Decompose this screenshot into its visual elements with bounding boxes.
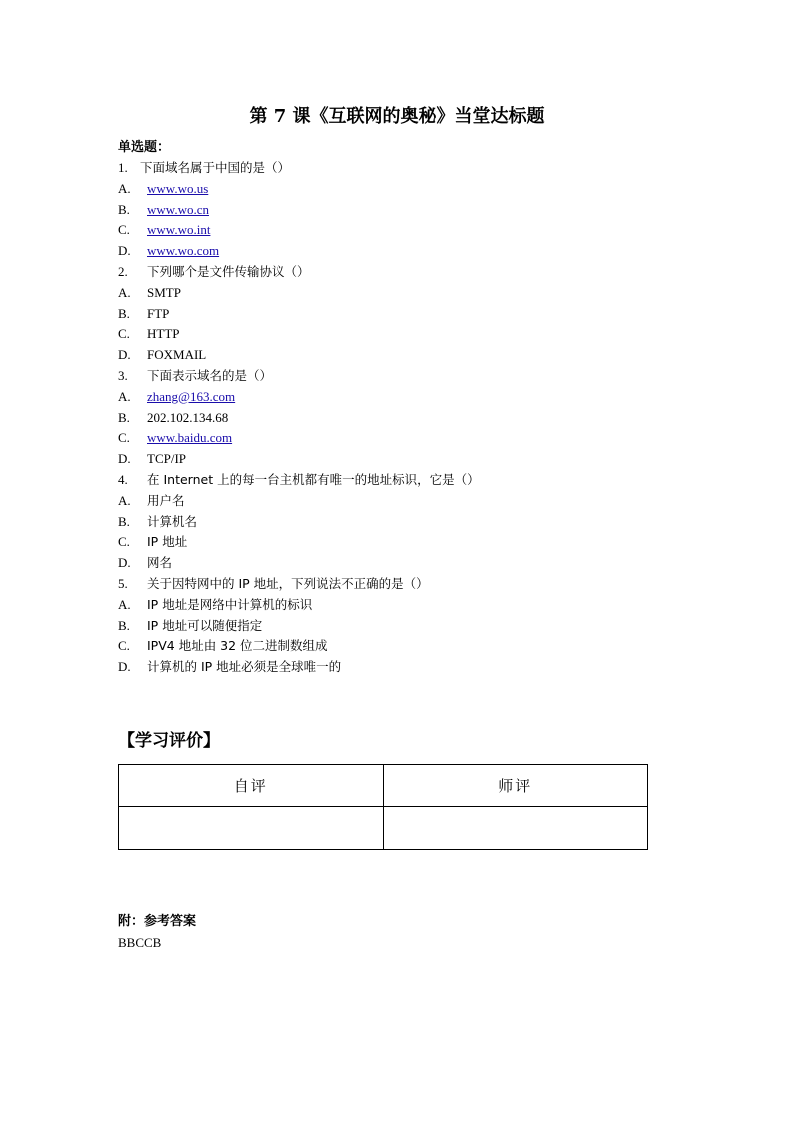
question-3 — [118, 366, 678, 387]
option-link[interactable]: www.wo.int — [147, 222, 211, 238]
option-d — [118, 345, 678, 366]
option-c — [118, 324, 678, 345]
question-text: 在 Internet 上的每一台主机都有唯一的地址标识，它是（） — [147, 471, 480, 487]
option-marker: B. — [118, 201, 130, 217]
option-b — [118, 616, 678, 637]
option-b — [118, 200, 678, 221]
question-list — [118, 158, 678, 678]
option-d — [118, 241, 678, 262]
teacher-eval-cell[interactable] — [383, 807, 648, 850]
option-d — [118, 553, 678, 574]
option-text: IPV4 地址由 32 位二进制数组成 — [147, 638, 328, 654]
section-label: 单选题： — [118, 140, 171, 155]
option-text: 计算机名 — [147, 513, 198, 529]
evaluation-table — [118, 764, 648, 850]
option-marker: C. — [118, 326, 130, 342]
question-5 — [118, 574, 678, 595]
question-text: 下面域名属于中国的是（） — [140, 160, 291, 175]
option-marker: A. — [118, 596, 131, 612]
option-marker: C. — [118, 638, 130, 654]
teacher-eval-header: 师评 — [383, 765, 648, 807]
option-text: 计算机的 IP 地址必须是全球唯一的 — [147, 659, 342, 675]
option-marker: B. — [118, 305, 130, 321]
option-a — [118, 283, 678, 304]
question-1 — [118, 158, 678, 179]
question-2 — [118, 262, 678, 283]
option-text: IP 地址可以随便指定 — [147, 617, 263, 633]
option-link[interactable]: www.wo.us — [147, 180, 209, 196]
option-marker: D. — [118, 347, 131, 363]
option-c — [118, 220, 678, 241]
option-marker: A. — [118, 492, 131, 508]
page-title: 第 7 课《互联网的奥秘》当堂达标题 — [249, 106, 545, 127]
option-text: TCP/IP — [147, 451, 187, 467]
option-marker: D. — [118, 451, 131, 467]
option-link[interactable]: www.wo.com — [147, 243, 220, 259]
option-b — [118, 512, 678, 533]
option-marker: C. — [118, 534, 130, 550]
option-marker: B. — [118, 513, 130, 529]
option-text: HTTP — [147, 326, 180, 342]
question-text: 关于因特网中的 IP 地址，下列说法不正确的是（） — [147, 575, 429, 591]
evaluation-heading: 【学习评价】 — [118, 731, 220, 751]
answer-key: BBCCB — [118, 935, 162, 950]
option-b — [118, 408, 678, 429]
question-text: 下列哪个是文件传输协议（） — [147, 263, 310, 279]
option-text: 202.102.134.68 — [147, 409, 229, 425]
option-text: IP 地址 — [147, 534, 188, 550]
option-link[interactable]: www.baidu.com — [147, 430, 233, 446]
option-text: FOXMAIL — [147, 347, 207, 363]
question-4 — [118, 470, 678, 491]
option-marker: D. — [118, 659, 131, 675]
option-text: SMTP — [147, 284, 181, 300]
option-marker: B. — [118, 617, 130, 633]
option-text: 网名 — [147, 555, 173, 571]
option-d — [118, 449, 678, 470]
option-a — [118, 387, 678, 408]
option-marker: A. — [118, 284, 131, 300]
option-b — [118, 304, 678, 325]
question-number: 5. — [118, 575, 128, 591]
answer-heading: 附：参考答案 — [118, 914, 197, 929]
question-text: 下面表示域名的是（） — [147, 367, 273, 383]
question-number: 3. — [118, 367, 128, 383]
self-eval-cell[interactable] — [119, 807, 384, 850]
option-marker: B. — [118, 409, 130, 425]
option-link[interactable]: zhang@163.com — [147, 388, 236, 404]
self-eval-header: 自评 — [119, 765, 384, 807]
question-number: 2. — [118, 263, 128, 279]
question-number: 1. — [118, 160, 128, 175]
option-a — [118, 595, 678, 616]
option-marker: A. — [118, 388, 131, 404]
option-marker: C. — [118, 222, 130, 238]
option-a — [118, 179, 678, 200]
option-c — [118, 532, 678, 553]
question-number: 4. — [118, 471, 128, 487]
option-a — [118, 491, 678, 512]
option-marker: C. — [118, 430, 130, 446]
option-text: 用户名 — [147, 492, 185, 508]
option-text: FTP — [147, 305, 170, 321]
option-marker: D. — [118, 555, 131, 571]
option-link[interactable]: www.wo.cn — [147, 201, 209, 217]
option-c — [118, 636, 678, 657]
option-d — [118, 657, 678, 678]
option-marker: A. — [118, 180, 131, 196]
option-text: IP 地址是网络中计算机的标识 — [147, 596, 313, 612]
option-marker: D. — [118, 243, 131, 259]
option-c — [118, 428, 678, 449]
